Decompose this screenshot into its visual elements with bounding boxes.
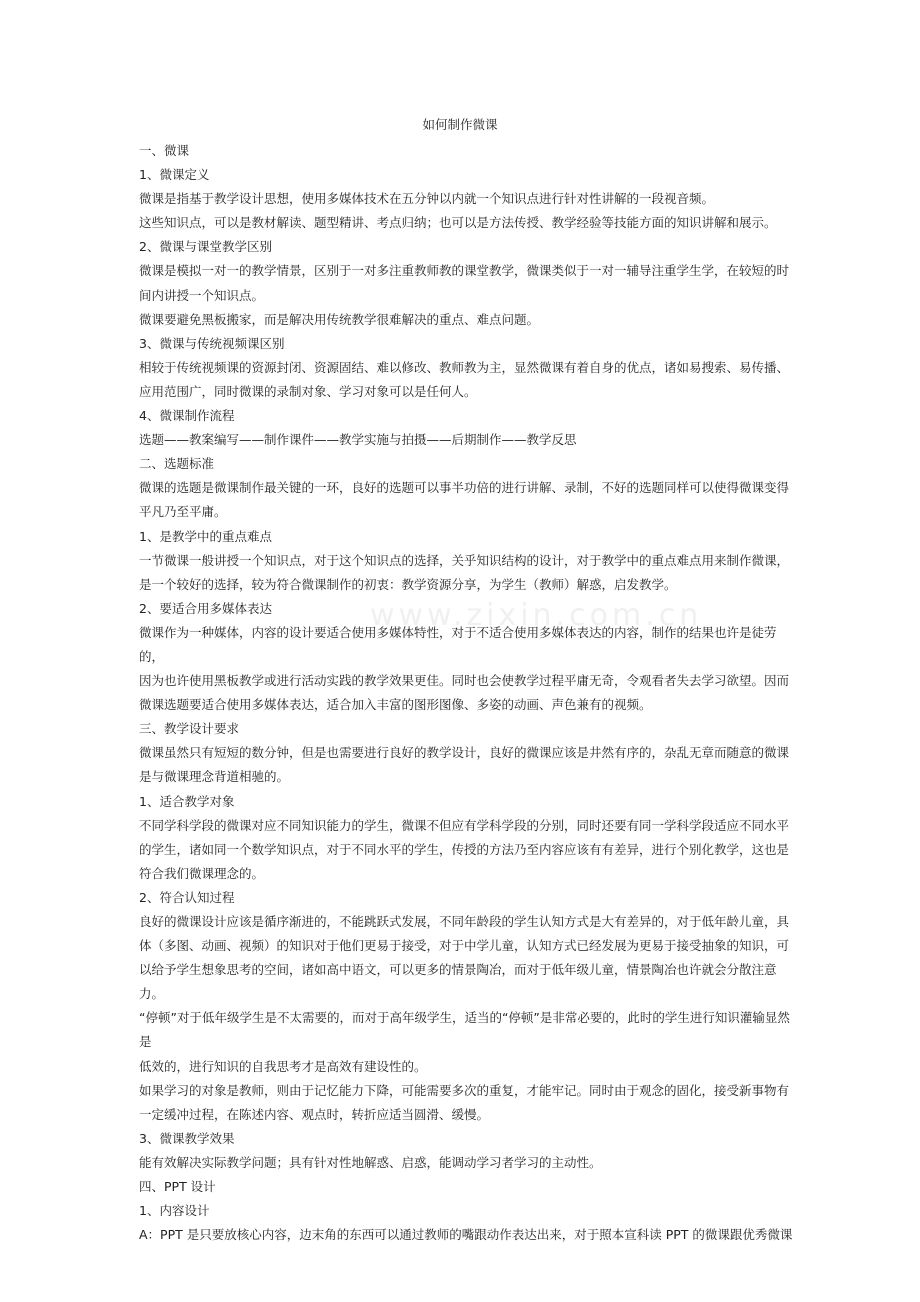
text-line: 三、教学设计要求 bbox=[139, 721, 240, 737]
text-line: 2、要适合用多媒体表达 bbox=[139, 600, 272, 616]
text-line: 平凡乃至平庸。 bbox=[139, 504, 227, 520]
text-line: 间内讲授一个知识点。 bbox=[139, 287, 265, 303]
text-line: 微课要避免黑板搬家，而是解决用传统教学很难解决的重点、难点问题。 bbox=[139, 311, 540, 327]
text-line: 符合我们微课理念的。 bbox=[139, 865, 265, 881]
text-line: 3、微课教学效果 bbox=[139, 1130, 235, 1146]
text-line: 良好的微课设计应该是循序渐进的，不能跳跃式发展，不同年龄段的学生认知方式是大有差异的，对于低年龄儿童，具 bbox=[139, 914, 790, 929]
text-line: 体（多图、动画、视频）的知识对于他们更易于接受，对于中学儿童，认知方式已经发展为更易于接受抽象的知识，可 bbox=[139, 938, 790, 954]
text-line: 微课的选题是微课制作最关键的一环，良好的选题可以事半功倍的进行讲解、录制，不好的选题同样可以使得微课变得 bbox=[139, 480, 790, 496]
text-line: 相较于传统视频课的资源封闭、资源固结、难以修改、教师教为主，显然微课有着自身的优点，诸如易搜索、易传播、 bbox=[139, 359, 790, 375]
text-line: 的学生，诸如同一个数学知识点，对于不同水平的学生，传授的方法乃至内容应该有有差异，进行个别化教学，这也是 bbox=[139, 841, 790, 857]
text-line: 因为也许使用黑板教学或进行活动实践的教学效果更佳。同时也会使教学过程平庸无奇，令观看者失去学习欲望。因而 bbox=[139, 673, 790, 689]
text-line: 1、是教学中的重点难点 bbox=[139, 528, 272, 544]
text-line: 微课是指基于教学设计思想，使用多媒体技术在五分钟以内就一个知识点进行针对性讲解的一段视音频。 bbox=[139, 191, 715, 207]
text-line: “停顿”对于低年级学生是不太需要的，而对于高年级学生，适当的“停顿”是非常必要的，此时的学生进行知识灌输显然是 bbox=[139, 1010, 790, 1050]
text-line: 3、微课与传统视频课区别 bbox=[139, 335, 285, 351]
text-line: 一节微课一般讲授一个知识点，对于这个知识点的选择，关乎知识结构的设计，对于教学中的重点难点用来制作微课， bbox=[139, 552, 790, 568]
text-line: 微课是模拟一对一的教学情景，区别于一对多注重教师教的课堂教学，微课类似于一对一辅导注重学生学，在较短的时 bbox=[139, 263, 790, 279]
text-line: 1、内容设计 bbox=[139, 1203, 210, 1219]
text-line: 是与微课理念背道相驰的。 bbox=[139, 769, 290, 785]
text-line: 四、PPT 设计 bbox=[139, 1179, 216, 1195]
text-line: 不同学科学段的微课对应不同知识能力的学生，微课不但应有学科学段的分别，同时还要有同一学科学段适应不同水平 bbox=[139, 817, 790, 833]
text-line: 能有效解决实际教学问题；具有针对性地解惑、启惑，能调动学习者学习的主动性。 bbox=[139, 1154, 602, 1170]
text-line: 一定缓冲过程，在陈述内容、观点时，转折应适当圆滑、缓慢。 bbox=[139, 1106, 490, 1122]
text-line: 一、微课 bbox=[139, 143, 190, 158]
text-line: 应用范围广，同时微课的录制对象、学习对象可以是任何人。 bbox=[139, 383, 477, 399]
text-line: 低效的，进行知识的自我思考才是高效有建设性的。 bbox=[139, 1058, 427, 1074]
text-line: 1、微课定义 bbox=[139, 167, 210, 183]
text-line: 微课作为一种媒体，内容的设计要适合使用多媒体特性，对于不适合使用多媒体表达的内容，制作的结果也许是徒劳的， bbox=[139, 624, 777, 664]
text-line: 微课选题要适合使用多媒体表达，适合加入丰富的图形图像、多姿的动画、声色兼有的视频。 bbox=[139, 697, 652, 713]
text-line: 2、符合认知过程 bbox=[139, 889, 235, 905]
text-line: 微课虽然只有短短的数分钟，但是也需要进行良好的教学设计，良好的微课应该是井然有序的，杂乱无章而随意的微课 bbox=[139, 745, 790, 761]
text-line: 4、微课制作流程 bbox=[139, 408, 235, 424]
text-line: 以给予学生想象思考的空间，诸如高中语文，可以更多的情景陶冶，而对于低年级儿童，情景陶冶也许就会分散注意力。 bbox=[139, 962, 777, 1002]
watermark: www.zixin.com.cn bbox=[370, 598, 703, 633]
document-body bbox=[139, 139, 799, 1247]
document-title: 如何制作微课 bbox=[422, 117, 498, 132]
text-line: 如果学习的对象是教师，则由于记忆能力下降，可能需要多次的重复，才能牢记。同时由于观念的固化，接受新事物有 bbox=[139, 1082, 790, 1098]
text-line: 选题——教案编写——制作课件——教学实施与拍摄——后期制作——教学反思 bbox=[139, 432, 577, 448]
text-line: 这些知识点，可以是教材解读、题型精讲、考点归纳；也可以是方法传授、教学经验等技能方面的知识讲解和展示。 bbox=[139, 215, 777, 231]
text-line: 2、微课与课堂教学区别 bbox=[139, 239, 272, 255]
text-line: 是一个较好的选择，较为符合微课制作的初衷：教学资源分享，为学生（教师）解惑，启发教学。 bbox=[139, 576, 677, 592]
text-line: 二、选题标准 bbox=[139, 456, 215, 472]
text-line: 1、适合教学对象 bbox=[139, 793, 235, 809]
text-line: A：PPT 是只要放核心内容，边末角的东西可以通过教师的嘴跟动作表达出来，对于照本宣科读 PPT 的微课跟优秀微课 bbox=[139, 1227, 793, 1243]
